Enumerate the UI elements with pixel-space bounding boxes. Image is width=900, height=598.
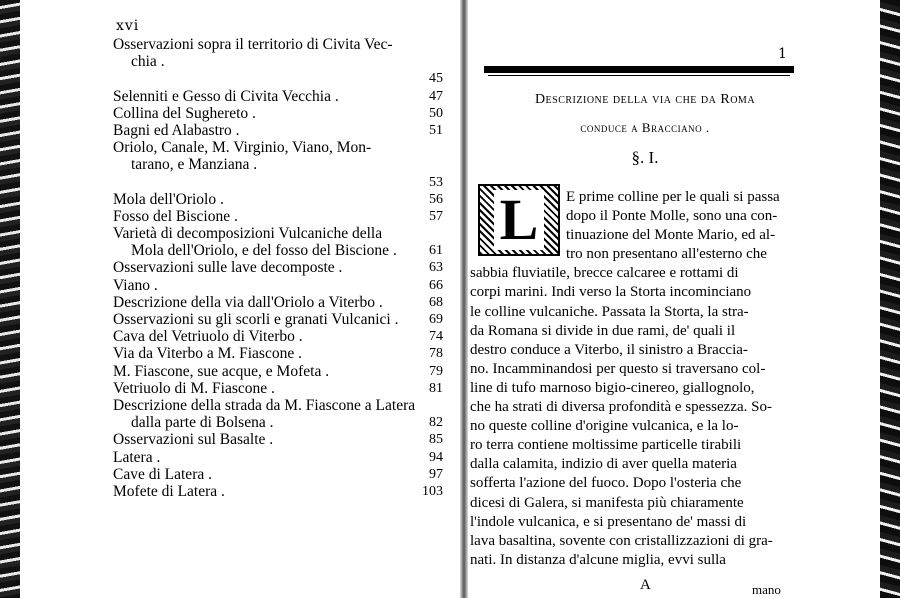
toc-entry-page: 97: [429, 466, 443, 482]
catchword: mano: [752, 582, 781, 597]
toc-entry-title: chia .: [131, 53, 165, 71]
body-line: dicesi di Galera, si manifesta più chiaramente: [470, 494, 744, 511]
toc-entry-page: 50: [429, 105, 443, 121]
section-heading: §. I.: [631, 148, 659, 167]
book-edge-left: [0, 0, 20, 598]
toc-entry-title: M. Fiascone, sue acque, e Mofeta .: [113, 362, 330, 380]
toc-entry: [113, 156, 443, 173]
toc-entry: [113, 363, 443, 380]
toc-entry-page: 78: [429, 346, 443, 362]
toc-entry-page: 69: [429, 312, 443, 327]
toc-entry-page: 74: [429, 329, 443, 345]
body-line: dopo il Ponte Molle, sono una con-: [566, 208, 778, 225]
toc-entry-page: 53: [429, 174, 443, 190]
drop-cap-letter: L: [494, 190, 545, 250]
toc-entry: [113, 36, 443, 53]
body-line: dalla calamita, indizio di aver quella materia: [470, 456, 737, 473]
toc-entry-title: Fosso del Biscione .: [113, 207, 238, 225]
toc-entry-title: Collina del Sughereto .: [113, 104, 256, 122]
toc-entry: [113, 380, 443, 397]
toc-entry-page: 56: [429, 191, 443, 207]
toc-entry: [113, 483, 443, 500]
toc-entry: [113, 105, 443, 122]
toc-entry-title: dalla parte di Bolsena .: [131, 414, 274, 432]
body-line: no queste colline d'origine vulcanica, e la lo-: [470, 418, 739, 435]
toc-entry: [113, 311, 443, 328]
toc-entry: [113, 225, 443, 242]
toc-entry: [113, 397, 443, 414]
toc-entry: [113, 88, 443, 105]
toc-entry: [113, 70, 443, 87]
toc-entry-page: 63: [429, 260, 443, 276]
left-page-number: xvi: [116, 18, 140, 34]
toc-entry: [113, 277, 443, 294]
toc-entry-page: 66: [429, 277, 443, 293]
body-line: line di tufo marnoso bigio-cinereo, giallognolo,: [470, 379, 755, 396]
body-text: [470, 188, 794, 570]
toc-entry-title: Mola dell'Oriolo .: [113, 190, 224, 208]
toc-entry: [113, 466, 443, 483]
toc-entry: [113, 345, 443, 362]
toc-entry: [113, 208, 443, 225]
body-line: sabbia fluviatile, brecce calcaree e rottami di: [470, 265, 739, 282]
toc-entry-page: 47: [429, 88, 443, 104]
toc-entry-title: Osservazioni sulle lave decomposte .: [113, 259, 343, 277]
chapter-title-line-1: Descrizione della via che da Roma: [534, 92, 756, 107]
toc-entry-page: 79: [429, 363, 443, 379]
toc-entry-title: tarano, e Manziana .: [131, 156, 258, 174]
toc-entry: [113, 191, 443, 208]
toc-entry-title: Cave di Latera .: [113, 465, 212, 483]
body-line: lava basaltina, sovente con cristallizzazioni di gra-: [470, 532, 773, 549]
toc-entry-title: Osservazioni sopra il territorio di Civita Vec-: [113, 36, 393, 53]
toc-entry: [113, 328, 443, 345]
header-rule: [484, 66, 794, 73]
body-line: E prime colline per le quali si passa: [566, 189, 780, 205]
toc-entry-title: Cava del Vetriuolo di Viterbo .: [113, 328, 303, 346]
toc-entry-title: Via da Viterbo a M. Fiascone .: [113, 345, 302, 363]
toc-entry-title: Mola dell'Oriolo, e del fosso del Biscione .: [131, 242, 397, 260]
toc-entry-title: Oriolo, Canale, M. Virginio, Viano, Mon-: [113, 139, 372, 157]
table-of-contents: [113, 36, 443, 500]
toc-entry-page: 85: [429, 432, 443, 448]
toc-entry-page: 81: [429, 380, 443, 396]
body-line: tinuazione del Monte Mario, ed al-: [566, 227, 776, 244]
toc-entry-title: Mofete di Latera .: [113, 482, 225, 500]
toc-entry: [113, 431, 443, 448]
toc-entry: [113, 414, 443, 431]
toc-entry-title: Osservazioni sul Basalte .: [113, 431, 274, 449]
toc-entry: [113, 242, 443, 259]
toc-entry: [113, 449, 443, 466]
toc-entry: [113, 259, 443, 276]
body-line: ro terra contiene moltissime particelle tirabili: [470, 437, 742, 454]
toc-entry-page: 45: [429, 71, 443, 87]
toc-entry-title: Selenniti e Gesso di Civita Vecchia .: [113, 87, 339, 105]
toc-entry-title: Osservazioni su gli scorli e granati Vulcanici .: [113, 311, 399, 328]
toc-entry-page: 68: [429, 294, 443, 310]
toc-entry-title: Descrizione della via dall'Oriolo a Viterbo .: [113, 293, 383, 311]
body-line: sofferta l'azione del fuoco. Dopo l'osteria che: [470, 475, 742, 492]
body-line: no. Incamminandosi per questo si traversano col-: [470, 360, 766, 377]
toc-entry-page: 51: [429, 122, 443, 138]
toc-entry-title: Bagni ed Alabastro .: [113, 121, 240, 139]
book-gutter: [460, 0, 468, 598]
toc-entry: [113, 53, 443, 70]
body-line: destro conduce a Viterbo, il sinistro a Braccia-: [470, 341, 748, 358]
toc-entry-title: Varietà di decomposizioni Vulcaniche della: [113, 225, 383, 243]
toc-entry-title: Latera .: [113, 448, 161, 466]
body-line: l'indole vulcanica, e si presentano de' massi di: [470, 513, 747, 530]
toc-entry-page: 61: [429, 243, 443, 259]
body-line: da Romana si divide in due rami, de' quali il: [470, 322, 736, 339]
toc-entry-title: Vetriuolo di M. Fiascone .: [113, 379, 275, 397]
body-line: le colline vulcaniche. Passata la Storta, la stra-: [470, 303, 749, 320]
right-page-number: 1: [778, 46, 787, 62]
toc-entry: [113, 122, 443, 139]
body-line: che ha strati di diversa profondità e spessezza. So-: [470, 399, 772, 416]
toc-entry-page: 57: [429, 208, 443, 224]
chapter-title-line-2: conduce a Bracciano .: [580, 120, 710, 135]
header-rule-thin: [488, 75, 790, 76]
toc-entry-page: 82: [429, 415, 443, 431]
body-line: tro non presentano all'esterno che: [566, 246, 767, 263]
toc-entry-page: 94: [429, 449, 443, 465]
toc-entry: [113, 294, 443, 311]
toc-entry-page: 103: [422, 483, 443, 499]
body-line: nati. In distanza d'alcune miglia, evvi sulla: [470, 551, 726, 568]
toc-entry: [113, 174, 443, 191]
signature-mark: A: [640, 577, 651, 593]
toc-entry-title: Viano .: [113, 276, 158, 294]
toc-entry: [113, 139, 443, 156]
body-line: corpi marini. Indi verso la Storta incominciano: [470, 284, 752, 301]
book-edge-right: [880, 0, 900, 598]
toc-entry-title: Descrizione della strada da M. Fiascone a Latera: [113, 396, 416, 414]
